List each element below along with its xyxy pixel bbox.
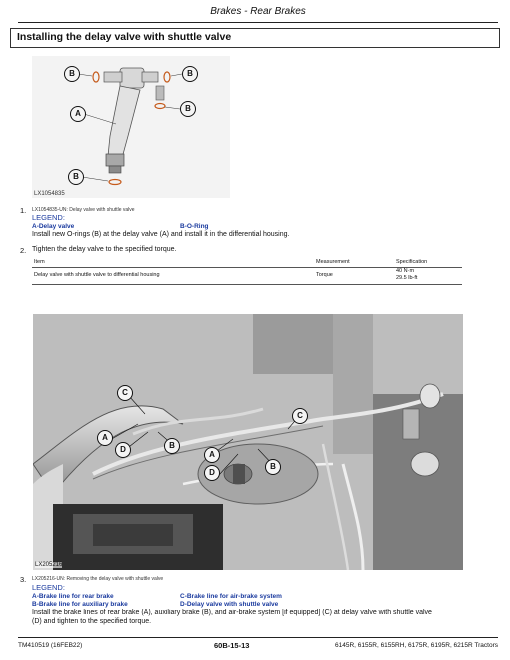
step1-number: 1. [20,206,27,215]
step3-legend-b: B-Brake line for auxiliary brake [32,601,128,608]
callout-a-center: A [204,447,220,463]
step2-number: 2. [20,246,27,255]
step1-legend-heading: LEGEND: [32,213,65,222]
delay-valve-figure [32,56,230,198]
step1-legend-a: A-Delay valve [32,223,75,230]
spec-header-measurement: Measurement [316,259,350,265]
step3-legend-d: D-Delay valve with shuttle valve [180,601,279,608]
callout-d-left: D [115,442,131,458]
step3-instruction-line1: Install the brake lines of rear brake (A), auxiliary brake (B), and air-brake system [if equipped] (C) at delay valve with shuttle valve [32,609,432,616]
step1-instruction: Install new O-rings (B) at the delay valve (A) and install it in the differential housing. [32,231,290,238]
callout-d-center: D [204,465,220,481]
figure2-caption: LX205216 [35,562,63,568]
page-footer [18,637,498,652]
step1-legend-b: B-O-Ring [180,223,209,230]
page-header [18,4,498,23]
callout-b-right: B [180,101,196,117]
footer-doc-id: TM410519 (16FEB22) [18,642,83,649]
spec-header-specification: Specification [396,259,428,265]
section-heading-box [10,28,500,48]
spec-header-item: Item [34,259,45,265]
step3-figure-ref: LX205216-UN: Removing the delay valve with shuttle valve [32,576,164,582]
section-title: Installing the delay valve with shuttle valve [17,31,232,43]
footer-page-number: 60B-15-13 [214,641,250,650]
header-title: Brakes - Rear Brakes [210,6,306,17]
step3-instruction-line2: (D) and tighten to the specified torque. [32,618,152,625]
step3-legend-heading: LEGEND: [32,583,65,592]
spec-row-measurement: Torque [316,272,333,278]
footer-models: 6145R, 6155R, 6155RH, 6175R, 6195R, 6215R Tractors [335,642,498,649]
table-row [32,268,462,285]
step1-figure-ref: LX1054835-UN: Delay valve with shuttle valve [32,207,135,213]
callout-c-right: C [292,408,308,424]
callout-a-left: A [97,430,113,446]
delay-valve-drawing [32,56,230,198]
callout-b-center: B [265,459,281,475]
callout-b-left: B [164,438,180,454]
spec-row-value-metric: 40 N·m [396,268,415,274]
figure1-caption: LX1054835 [34,191,65,197]
callout-b-bottom: B [68,169,84,185]
spec-table-header [32,259,462,268]
callout-a: A [70,106,86,122]
step3-legend-c: C-Brake line for air-brake system [180,593,282,600]
step3-number: 3. [20,575,27,584]
brake-lines-figure [33,314,463,570]
spec-row-item: Delay valve with shuttle valve to differential housing [34,272,160,278]
step2-instruction: Tighten the delay valve to the specified torque. [32,246,177,253]
callout-b-top-left: B [64,66,80,82]
callout-c-left: C [117,385,133,401]
step3-legend-a: A-Brake line for rear brake [32,593,114,600]
spec-row-value-imperial: 29.5 lb-ft [396,275,418,281]
callout-b-top-right: B [182,66,198,82]
